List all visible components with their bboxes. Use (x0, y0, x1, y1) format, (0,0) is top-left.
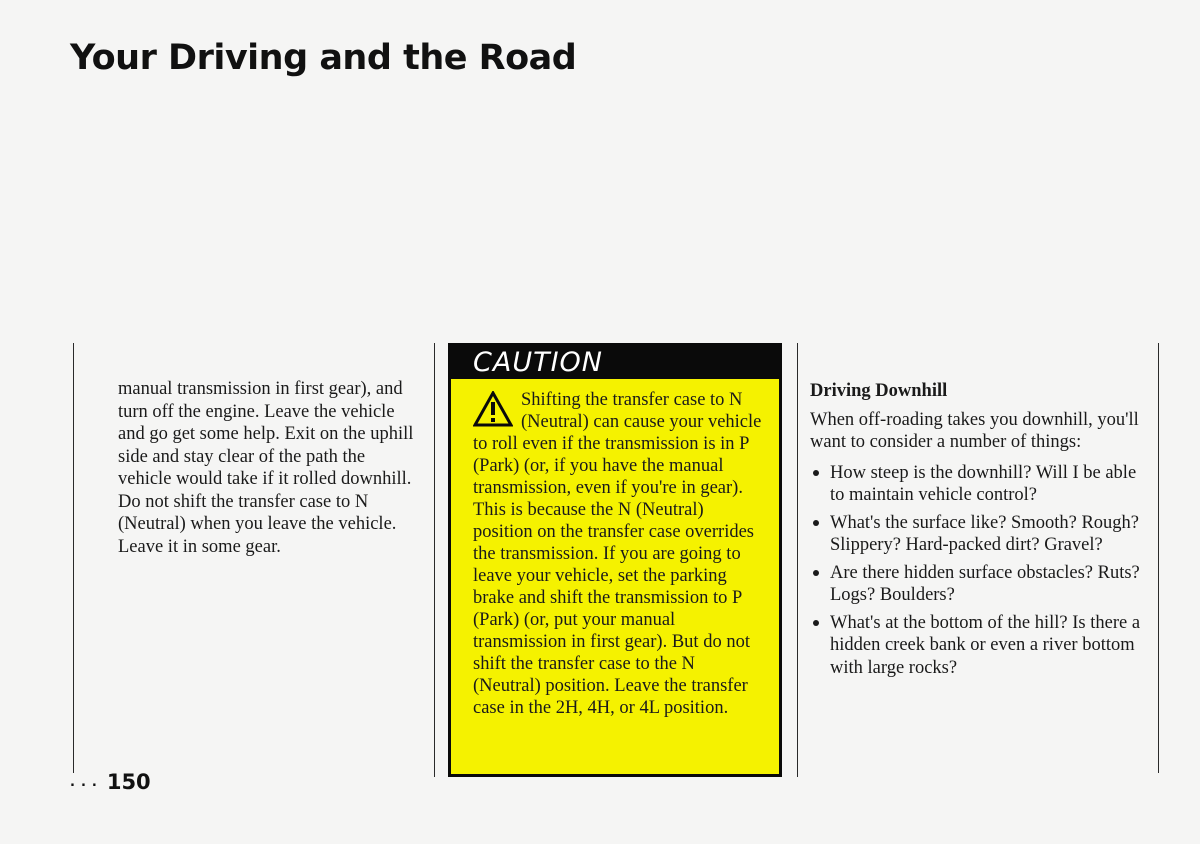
column-divider-center-left (434, 343, 435, 777)
left-column (118, 378, 418, 558)
right-column (810, 380, 1145, 684)
bullet-list (810, 462, 1145, 680)
list-item (810, 512, 1145, 557)
list-item-text: How steep is the downhill? Will I be able to maintain vehicle control? (830, 462, 1137, 505)
caution-body (451, 379, 779, 719)
caution-title: CAUTION (473, 347, 603, 378)
column-divider-center-right (797, 343, 798, 777)
footer-dots: ... (70, 775, 103, 790)
bullet-icon (813, 570, 819, 576)
warning-triangle-icon (473, 391, 513, 427)
list-item-text: What's at the bottom of the hill? Is there a hidden creek bank or even a river bottom with large rocks? (830, 612, 1141, 678)
list-item-text: Are there hidden surface obstacles? Ruts? Logs? Boulders? (830, 562, 1140, 605)
bullet-icon (813, 470, 819, 476)
list-item (810, 462, 1145, 507)
page-title: Your Driving and the Road (70, 38, 577, 78)
caution-header (451, 346, 779, 379)
list-item-text: What's the surface like? Smooth? Rough? Slippery? Hard-packed dirt? Gravel? (830, 512, 1140, 555)
page-footer (70, 770, 151, 794)
column-divider-right (1158, 343, 1159, 773)
caution-box (448, 343, 782, 777)
bullet-icon (813, 520, 819, 526)
list-item (810, 562, 1145, 607)
page-number: 150 (106, 770, 151, 794)
column-divider-left (73, 343, 74, 773)
list-item (810, 612, 1145, 680)
section-intro: When off-roading takes you downhill, you'll want to consider a number of things: (810, 409, 1139, 452)
section-heading: Driving Downhill (810, 381, 948, 401)
bullet-icon (813, 620, 819, 626)
caution-text: Shifting the transfer case to N (Neutral) can cause your vehicle to roll even if the transmission is in P (Park) (or, if you have the manual transmission, even if you're in gear). This is because the N (Neutral) position on the transfer case overrides the transmission. If you are going to leave your vehicle, set the parking brake and shift the transmission to P (Park) (or, put your manual transmission in first gear). But do not shift the transfer case to the N (Neutral) position. Leave the transfer case in the 2H, 4H, or 4L position. (473, 390, 762, 718)
left-column-text: manual transmission in first gear), and turn off the engine. Leave the vehicle and go get some help. Exit on the uphill side and stay clear of the path the vehicle would take if it rolled downhill. Do not shift the transfer case to N (Neutral) when you leave the vehicle. Leave it in some gear. (118, 379, 414, 557)
